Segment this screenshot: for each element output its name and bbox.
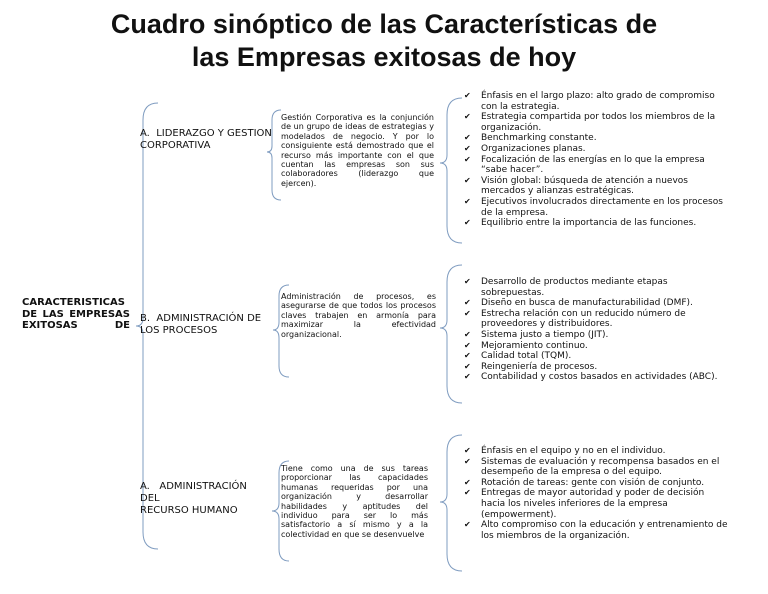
list-item: ✔ Visión global: búsqueda de atención a nuevos mercados y alianzas estratégicas. (464, 176, 728, 197)
section-c-label: A. ADMINISTRACIÓN DEL RECURSO HUMANO (140, 481, 247, 516)
list-item: ✔ Énfasis en el equipo y no en el individuo. (464, 446, 730, 457)
list-item: ✔ Estrategia compartida por todos los miembros de la organización. (464, 112, 728, 133)
section-b-description: Administración de procesos, es asegurarse de que todos los procesos claves trabajen en armonía para maximizar la efectividad organizacional. (281, 292, 436, 339)
list-item: ✔ Contabilidad y costos basados en actividades (ABC). (464, 372, 728, 383)
section-c-list (464, 446, 730, 541)
section-a-label: A. LIDERAZGO Y GESTION CORPORATIVA (140, 128, 272, 151)
list-item: ✔ Sistema justo a tiempo (JIT). (464, 330, 728, 341)
list-item: ✔ Ejecutivos involucrados directamente en los procesos de la empresa. (464, 197, 728, 218)
section-a-description: Gestión Corporativa es la conjunción de un grupo de ideas de estrategias y modelados de negocio. Y por lo consiguiente está demostrado que el recurso más importante con el que cuentan las empresas son sus colaboradores (liderazgo que ejercen). (281, 113, 434, 188)
list-item: ✔ Sistemas de evaluación y recompensa basados en el desempeño de la empresa o del equipo. (464, 457, 730, 478)
list-item: ✔ Equilibrio entre la importancia de las funciones. (464, 218, 728, 229)
list-item: ✔ Énfasis en el largo plazo: alto grado de compromiso con la estrategia. (464, 91, 728, 112)
list-item: ✔ Diseño en busca de manufacturabilidad (DMF). (464, 298, 728, 309)
list-item: ✔ Alto compromiso con la educación y entrenamiento de los miembros de la organización. (464, 520, 730, 541)
list-item: ✔ Estrecha relación con un reducido número de proveedores y distribuidores. (464, 309, 728, 330)
list-item: ✔ Rotación de tareas: gente con visión de conjunto. (464, 478, 730, 489)
section-c-items-brace (440, 435, 462, 571)
section-b-list (464, 277, 728, 383)
section-b-items-brace (440, 265, 462, 403)
list-item: ✔ Benchmarking constante. (464, 133, 728, 144)
list-item: ✔ Reingeniería de procesos. (464, 362, 728, 373)
section-c-description: Tiene como una de sus tareas proporcionar las capacidades humanas requeridas por una organización y desarrollar habilidades y aptitudes del individuo para ser lo más satisfactorio a sí mismo y a la colectividad en que se desenvuelve (281, 464, 428, 539)
section-a-items-brace (440, 98, 462, 243)
list-item: ✔ Mejoramiento continuo. (464, 341, 728, 352)
list-item: ✔ Organizaciones planas. (464, 144, 728, 155)
section-a-list (464, 91, 728, 229)
list-item: ✔ Desarrollo de productos mediante etapas sobrepuestas. (464, 277, 728, 298)
list-item: ✔ Focalización de las energías en lo que la empresa “sabe hacer”. (464, 155, 728, 176)
main-label: CARACTERISTICAS DE LAS EMPRESAS EXITOSAS DE (22, 297, 130, 331)
page-title: Cuadro sinóptico de las Características de las Empresas exitosas de hoy (110, 9, 658, 72)
section-b-label: B. ADMINISTRACIÓN DE LOS PROCESOS (140, 313, 262, 336)
list-item: ✔ Entregas de mayor autoridad y poder de decisión hacia los niveles inferiores de la empresa (empowerment). (464, 488, 730, 520)
list-item: ✔ Calidad total (TQM). (464, 351, 728, 362)
section-a-brace (267, 110, 281, 200)
